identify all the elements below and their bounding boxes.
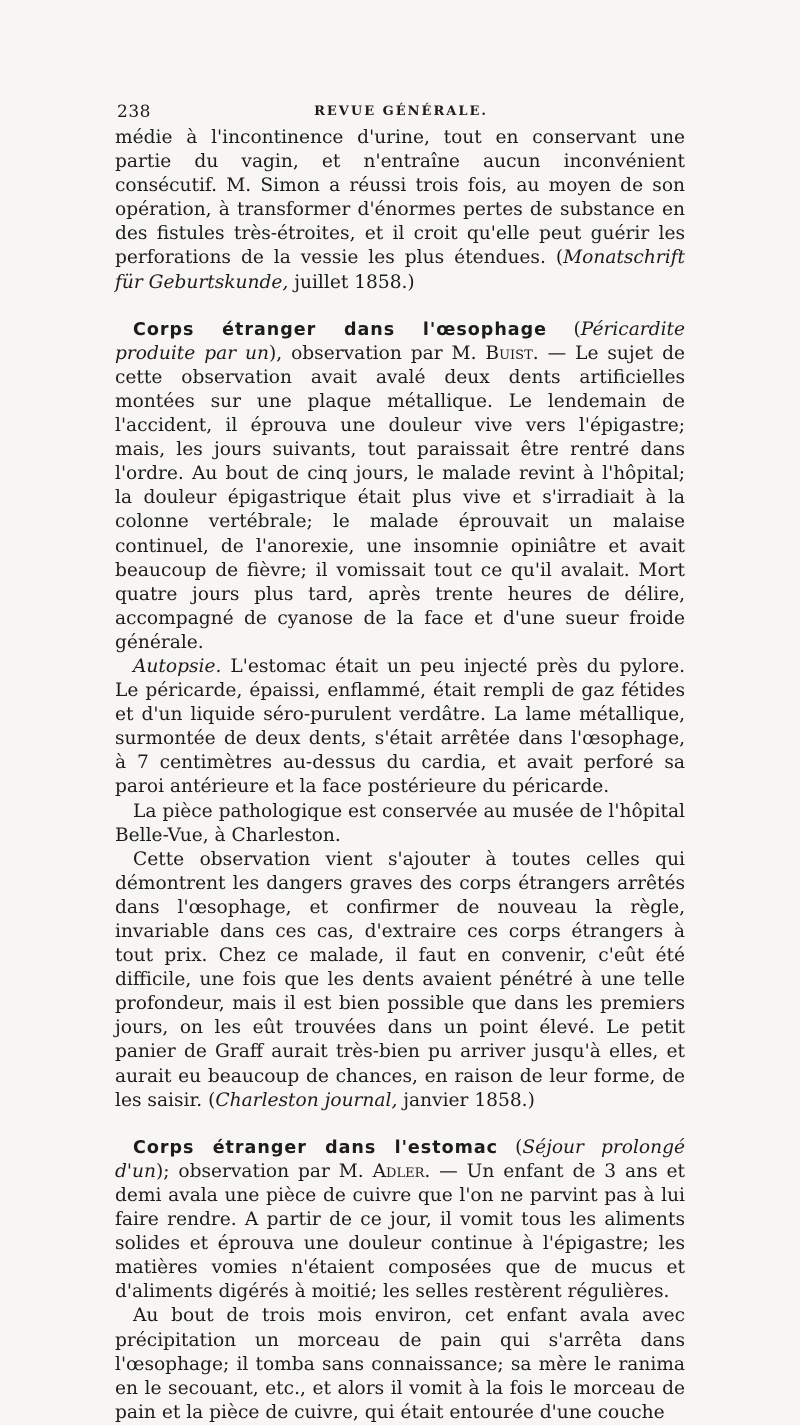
source-citation: Monatschrift für Geburtskunde,: [115, 247, 685, 293]
running-title: REVUE GÉNÉRALE.: [314, 104, 488, 119]
author-name: M. Adler.: [338, 1160, 431, 1182]
section-subtitle: Péricardite produite par un: [115, 318, 685, 364]
autopsy-label: Autopsie.: [133, 655, 222, 677]
page-number: 238: [117, 102, 151, 122]
paragraph-piece: La pièce pathologique est conservée au musée de l'hôpital Belle-Vue, à Charleston.: [115, 800, 685, 846]
section-subtitle: Séjour prolongé d'un: [115, 1136, 685, 1182]
source-citation: Charleston journal,: [215, 1089, 398, 1111]
page-header: [117, 102, 685, 126]
section-title: Corps étranger dans l'estomac: [133, 1137, 499, 1158]
section-estomac: Corps étranger dans l'estomac (Séjour prolongé d'un); observation par M. Adler. — Un enfant de 3 ans et demi avala une pièce de cuivre que l'on ne parvint pas à lui faire rendre. A partir de ce jour, il vomit tous les aliments solides et éprouva une douleur continue à l'épigastre; les matières vomies n'étaient composées que de mucus et d'aliments digérés à moitié; les selles restèrent régulières.: [115, 1136, 685, 1303]
paragraph-autopsy: Autopsie. L'estomac était un peu injecté près du pylore. Le péricarde, épaissi, enflammé, était rempli de gaz fétides et d'un liquide séro-purulent verdâtre. La lame métallique, surmontée de deux dents, s'était arrêtée dans l'œsophage, à 7 centimètres au-dessus du cardia, et avait perforé sa paroi antérieure et la face postérieure du péricarde.: [115, 655, 685, 798]
author-name: M. Buist.: [451, 342, 539, 364]
section-oesophage: Corps étranger dans l'œsophage (Péricardite produite par un), observation par M. Buist. — Le sujet de cette observation avait avalé deux dents artificielles montées sur une plaque métallique. Le lendemain de l'accident, il éprouva une douleur vive vers l'épigastre; mais, les jours suivants, tout paraissait être rentré dans l'ordre. Au bout de cinq jours, le malade revint à l'hôpital; la douleur épigastrique était plus vive et s'irradiait à la colonne vertébrale; le malade éprouvait un malaise continuel, de l'anorexie, une insomnie opiniâtre et avait beaucoup de fièvre; il vomissait tout ce qu'il avalait. Mort quatre jours plus tard, après trente heures de délire, accompagné de cyanose de la face et d'une sueur froide générale.: [115, 318, 685, 653]
section-title: Corps étranger dans l'œsophage: [133, 319, 547, 340]
paragraph-commentary: Cette observation vient s'ajouter à toutes celles qui démontrent les dangers graves des corps étrangers arrêtés dans l'œsophage, et confirmer de nouveau la règle, invariable dans ces cas, d'extraire ces corps étrangers à tout prix. Chez ce malade, il faut en convenir, c'eût été difficile, une fois que les dents avaient pénétré à une telle profondeur, mais il est bien possible que dans les premiers jours, on les eût trouvées dans un point élevé. Le petit panier de Graff aurait très-bien pu arriver jusqu'à elles, et aurait eu beaucoup de chances, en raison de leur forme, de les saisir. (Charleston journal, janvier 1858.): [115, 848, 685, 1111]
paragraph-last: Au bout de trois mois environ, cet enfant avala avec précipitation un morceau de pain qui s'arrêta dans l'œsophage; il tomba sans connaissance; sa mère le ranima en le secouant, etc., et alors il vomit à la fois le morceau de pain et la pièce de cuivre, qui était entourée d'une couche: [115, 1305, 685, 1423]
paragraph-continued: médie à l'incontinence d'urine, tout en conservant une partie du vagin, et n'entraîne aucun inconvénient consécutif. M. Simon a réussi trois fois, au moyen de son opération, à transformer d'énormes pertes de substance en des fistules très-étroites, et il croit qu'elle peut guérir les perforations de la vessie les plus étendues. (Monatschrift für Geburtskunde, juillet 1858.): [115, 127, 685, 293]
page-body: [115, 126, 685, 1425]
